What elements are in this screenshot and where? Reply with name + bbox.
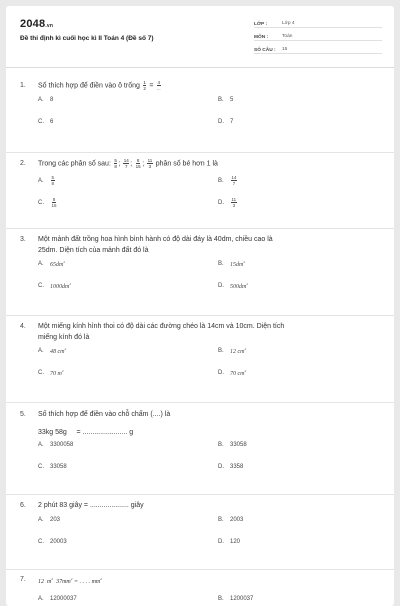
question-text: 2. Trong các phân số sau: $\frac{5}{8}$ ; $\frac{14}{7}$ ; $\frac{8}{15}$ ; $\frac{11}{3}$ phân số bé hơn 1 là	[20, 158, 218, 169]
logo-suffix: .vn	[45, 23, 54, 29]
question-prompt-line2: 33kg 58g = ....................... g	[38, 429, 134, 436]
question-prompt-line2: miếng kính đó là	[38, 334, 90, 341]
options-row	[20, 260, 386, 282]
question-prompt: Một miếng kính hình thoi có độ dài các đường chéo là 14cm và 10cm. Diện tích	[38, 323, 285, 330]
question-number: 5.	[20, 411, 26, 418]
question-5	[20, 409, 386, 486]
option-a[interactable]: A. 3300058	[38, 442, 74, 448]
logo-text: 2048	[20, 18, 46, 30]
fraction: $\frac{5}{8}$	[114, 158, 117, 169]
fraction: $\frac{1}{2}$	[143, 80, 146, 91]
exam-page	[6, 6, 394, 606]
options-row	[20, 539, 386, 561]
option-b[interactable]: B. 33058	[218, 442, 247, 448]
option-c[interactable]: C. $\frac{8}{15}$	[38, 197, 57, 209]
divider	[6, 402, 394, 403]
question-number: 6.	[20, 502, 26, 509]
question-6	[20, 500, 386, 561]
option-d[interactable]: D. 70 $cm^2$	[218, 369, 247, 377]
question-text	[20, 409, 386, 420]
options-row	[20, 282, 386, 304]
site-logo[interactable]	[20, 18, 53, 30]
equals-sign: =	[149, 82, 154, 90]
question-prompt: Trong các phân số sau:	[38, 160, 111, 168]
question-prompt: Số thích hợp để điền vào ô trống	[38, 82, 140, 90]
options-row	[20, 442, 386, 464]
question-number: 4.	[20, 323, 26, 330]
meta-subject	[254, 30, 382, 41]
option-d[interactable]: D. 7	[218, 119, 234, 126]
option-d[interactable]: D. $\frac{11}{3}$	[218, 197, 237, 209]
options-row	[20, 596, 386, 606]
meta-value: 15	[282, 47, 288, 52]
exam-title: Đề thi định kì cuối học kì II Toán 4 (Đề số 7)	[20, 35, 154, 42]
question-2	[20, 158, 386, 219]
option-d[interactable]: D. $500dm^2$	[218, 282, 249, 290]
divider	[6, 228, 394, 229]
question-number: 2.	[20, 160, 26, 167]
divider	[6, 152, 394, 153]
question-prompt-end: phân số bé hơn 1 là	[155, 160, 218, 168]
question-prompt-line2: 25dm. Diện tích của mảnh đất đó là	[38, 247, 149, 254]
options-row	[20, 517, 386, 539]
option-d[interactable]: D. 120	[218, 539, 241, 545]
question-text	[20, 80, 386, 91]
question-3	[20, 234, 386, 304]
option-c[interactable]: C. 20003	[38, 539, 67, 545]
question-text	[20, 321, 386, 332]
meta-label: MÔN :	[254, 35, 269, 40]
option-a[interactable]: A. 203	[38, 517, 61, 523]
option-b[interactable]: B. 2003	[218, 517, 244, 523]
options-row	[20, 119, 386, 141]
option-a[interactable]: A. $65dm^2$	[38, 260, 66, 268]
option-b[interactable]: B. 1200037	[218, 596, 254, 602]
option-b[interactable]: B. $15dm^2$	[218, 260, 246, 268]
question-text	[20, 234, 386, 245]
question-prompt: Số thích hợp để điền vào chỗ chấm (....) là	[38, 411, 171, 418]
fraction: $\frac{11}{3}$	[147, 158, 153, 169]
meta-class	[254, 17, 382, 28]
options-row	[20, 464, 386, 486]
meta-question-count	[254, 43, 382, 54]
divider	[6, 315, 394, 316]
option-b[interactable]: B. $\frac{14}{7}$	[218, 175, 237, 187]
option-a[interactable]: A. 48 $cm^2$	[38, 347, 67, 355]
meta-label: SỐ CÂU :	[254, 48, 276, 53]
option-b[interactable]: B. 5	[218, 97, 234, 104]
fraction: $\frac{14}{7}$	[123, 158, 129, 169]
fraction: $\frac{8}{15}$	[135, 158, 141, 169]
question-number: 1.	[20, 82, 26, 89]
options-row	[20, 175, 386, 197]
option-d[interactable]: D. 3358	[218, 464, 244, 470]
meta-label: LỚP :	[254, 22, 268, 27]
option-c[interactable]: C. 70 $m^2$	[38, 369, 64, 377]
option-c[interactable]: C. 6	[38, 119, 54, 126]
divider	[6, 494, 394, 495]
question-7	[20, 574, 386, 606]
meta-value: Lớp 4	[282, 21, 295, 26]
option-a[interactable]: A. 8	[38, 97, 54, 104]
exam-meta	[254, 17, 382, 56]
options-row	[20, 347, 386, 369]
options-row	[20, 97, 386, 119]
options-row	[20, 197, 386, 219]
options-row	[20, 369, 386, 391]
divider	[6, 569, 394, 570]
meta-value: Toán	[282, 34, 293, 39]
option-a[interactable]: A. $\frac{5}{8}$	[38, 175, 55, 187]
option-b[interactable]: B. 12 $cm^2$	[218, 347, 247, 355]
question-prompt: 2 phút 83 giây = .................... giây	[38, 502, 144, 509]
question-1	[20, 80, 386, 141]
question-prompt: Một mảnh đất trồng hoa hình bình hành có độ dài đáy là 40dm, chiều cao là	[38, 236, 273, 243]
option-c[interactable]: C. 33058	[38, 464, 67, 470]
fraction-blank: $\frac{4}{...}$	[156, 80, 161, 91]
question-number: 3.	[20, 236, 26, 243]
option-a[interactable]: A. 12000037	[38, 596, 77, 602]
question-text	[20, 500, 386, 511]
option-c[interactable]: C. $1000dm^2$	[38, 282, 72, 290]
question-text: 7. 12 $m^2$ $37mm^2$ = . . . . $mm^2$	[20, 574, 386, 588]
question-number: 7.	[20, 576, 26, 583]
question-4	[20, 321, 386, 391]
exam-header	[6, 6, 394, 68]
